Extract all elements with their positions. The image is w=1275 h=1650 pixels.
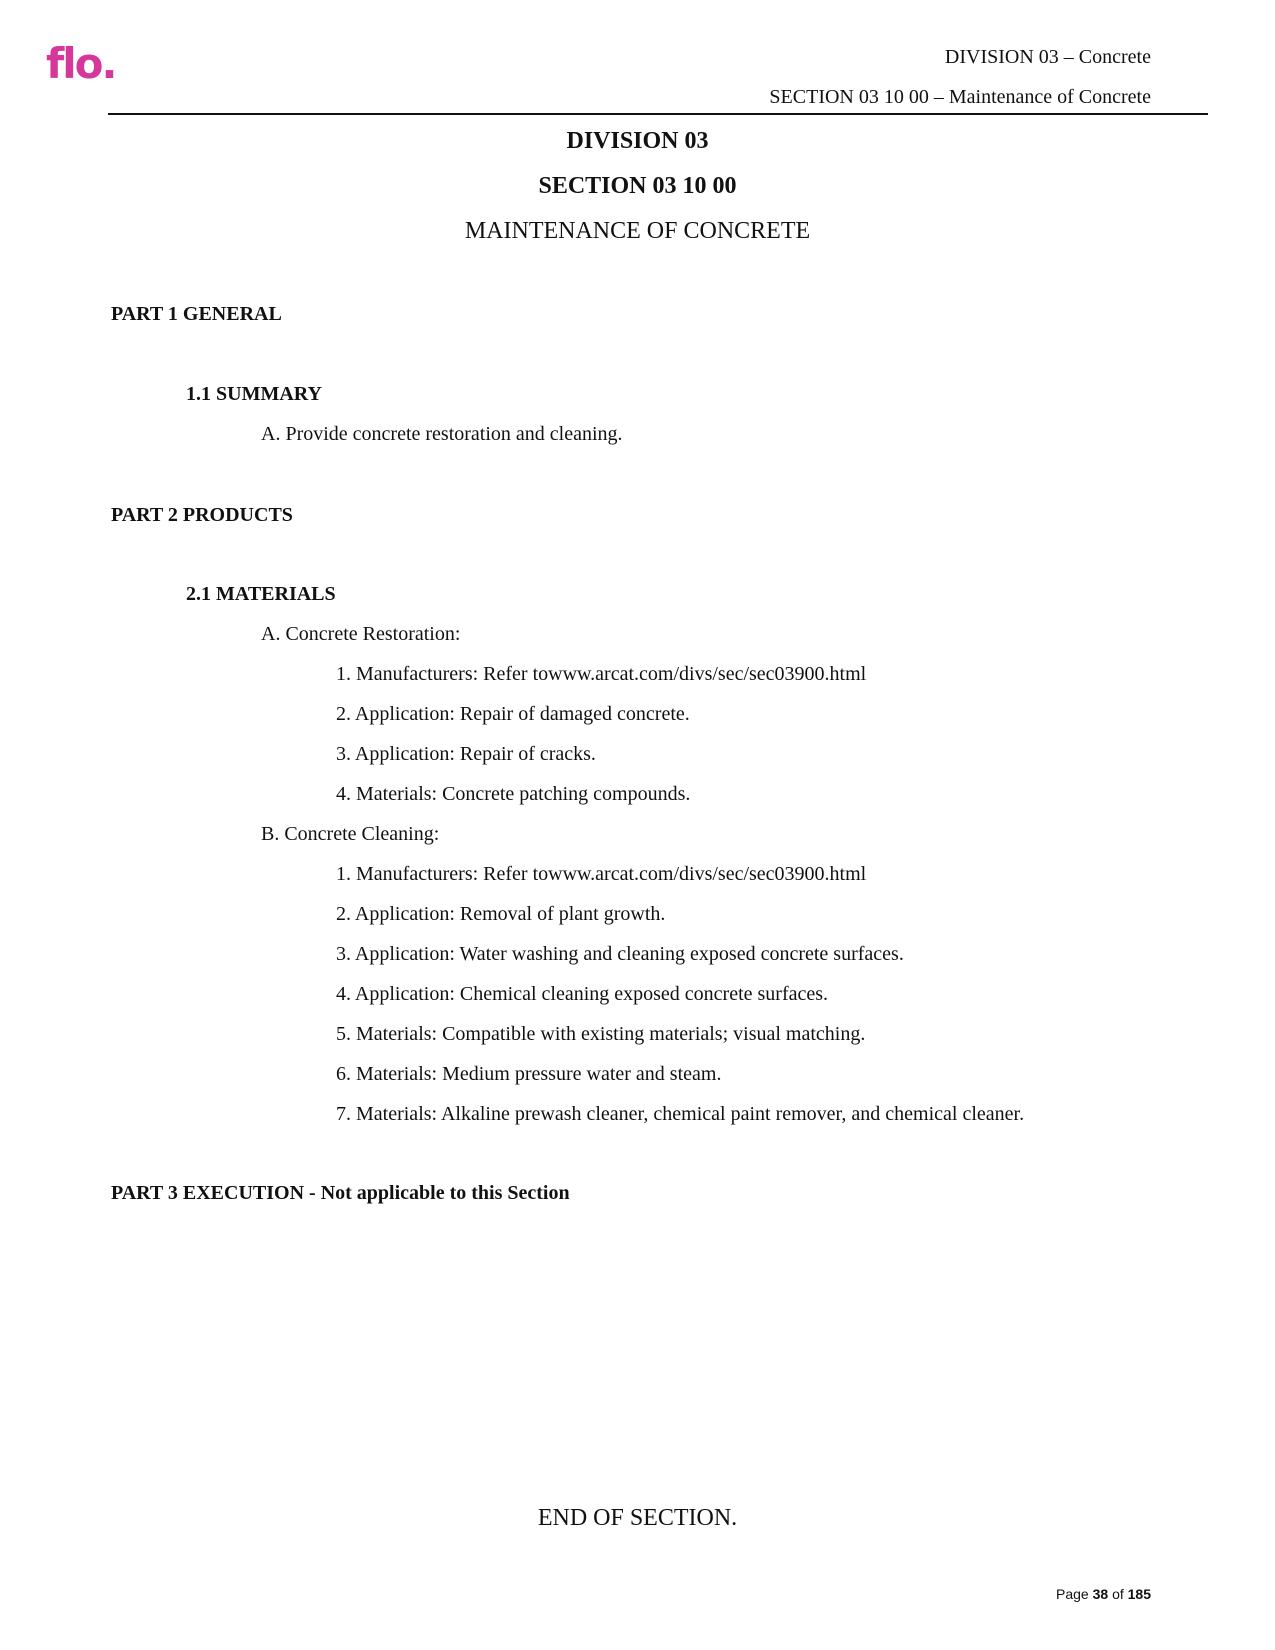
header-rule bbox=[108, 113, 1208, 115]
restoration-label: A. Concrete Restoration: bbox=[261, 623, 461, 645]
header-division: DIVISION 03 – Concrete bbox=[944, 46, 1151, 68]
restoration-item: 1. Manufacturers: Refer towww.arcat.com/divs/sec/sec03900.html bbox=[336, 663, 867, 685]
end-of-section: END OF SECTION. bbox=[537, 1505, 738, 1531]
part-1-heading: PART 1 GENERAL bbox=[111, 303, 282, 325]
page-number bbox=[1056, 1586, 1151, 1602]
page-label: Page bbox=[1056, 1586, 1089, 1602]
section-1-1-heading: 1.1 SUMMARY bbox=[186, 383, 322, 405]
restoration-item: 2. Application: Repair of damaged concrete. bbox=[336, 703, 690, 725]
part-3-note: - Not applicable to this Section bbox=[304, 1182, 570, 1204]
title-division: DIVISION 03 bbox=[566, 128, 709, 154]
cleaning-item: 4. Application: Chemical cleaning exposed concrete surfaces. bbox=[336, 983, 829, 1005]
cleaning-item: 5. Materials: Compatible with existing materials; visual matching. bbox=[336, 1023, 866, 1045]
part-3-title: PART 3 EXECUTION bbox=[111, 1182, 305, 1204]
flo-logo bbox=[46, 44, 146, 88]
total-pages: 185 bbox=[1127, 1586, 1151, 1602]
restoration-item: 3. Application: Repair of cracks. bbox=[336, 743, 596, 765]
section-1-1-item-a: A. Provide concrete restoration and cleaning. bbox=[261, 423, 623, 445]
cleaning-label: B. Concrete Cleaning: bbox=[261, 823, 440, 845]
part-2-heading: PART 2 PRODUCTS bbox=[111, 504, 293, 526]
title-section: SECTION 03 10 00 bbox=[538, 173, 737, 199]
flo-logo-text: flo. bbox=[46, 44, 116, 88]
title-name: MAINTENANCE OF CONCRETE bbox=[464, 218, 811, 244]
cleaning-item: 3. Application: Water washing and cleaning exposed concrete surfaces. bbox=[336, 943, 904, 965]
cleaning-item: 6. Materials: Medium pressure water and steam. bbox=[336, 1063, 722, 1085]
current-page: 38 bbox=[1092, 1586, 1109, 1602]
of-label: of bbox=[1112, 1586, 1124, 1602]
part-3-heading bbox=[111, 1182, 570, 1205]
cleaning-item: 2. Application: Removal of plant growth. bbox=[336, 903, 666, 925]
restoration-item: 4. Materials: Concrete patching compounds. bbox=[336, 783, 691, 805]
header-section: SECTION 03 10 00 – Maintenance of Concrete bbox=[769, 86, 1151, 108]
section-2-1-heading: 2.1 MATERIALS bbox=[186, 583, 336, 605]
cleaning-item: 1. Manufacturers: Refer towww.arcat.com/divs/sec/sec03900.html bbox=[336, 863, 867, 885]
cleaning-item: 7. Materials: Alkaline prewash cleaner, chemical paint remover, and chemical cleaner. bbox=[336, 1103, 1025, 1125]
